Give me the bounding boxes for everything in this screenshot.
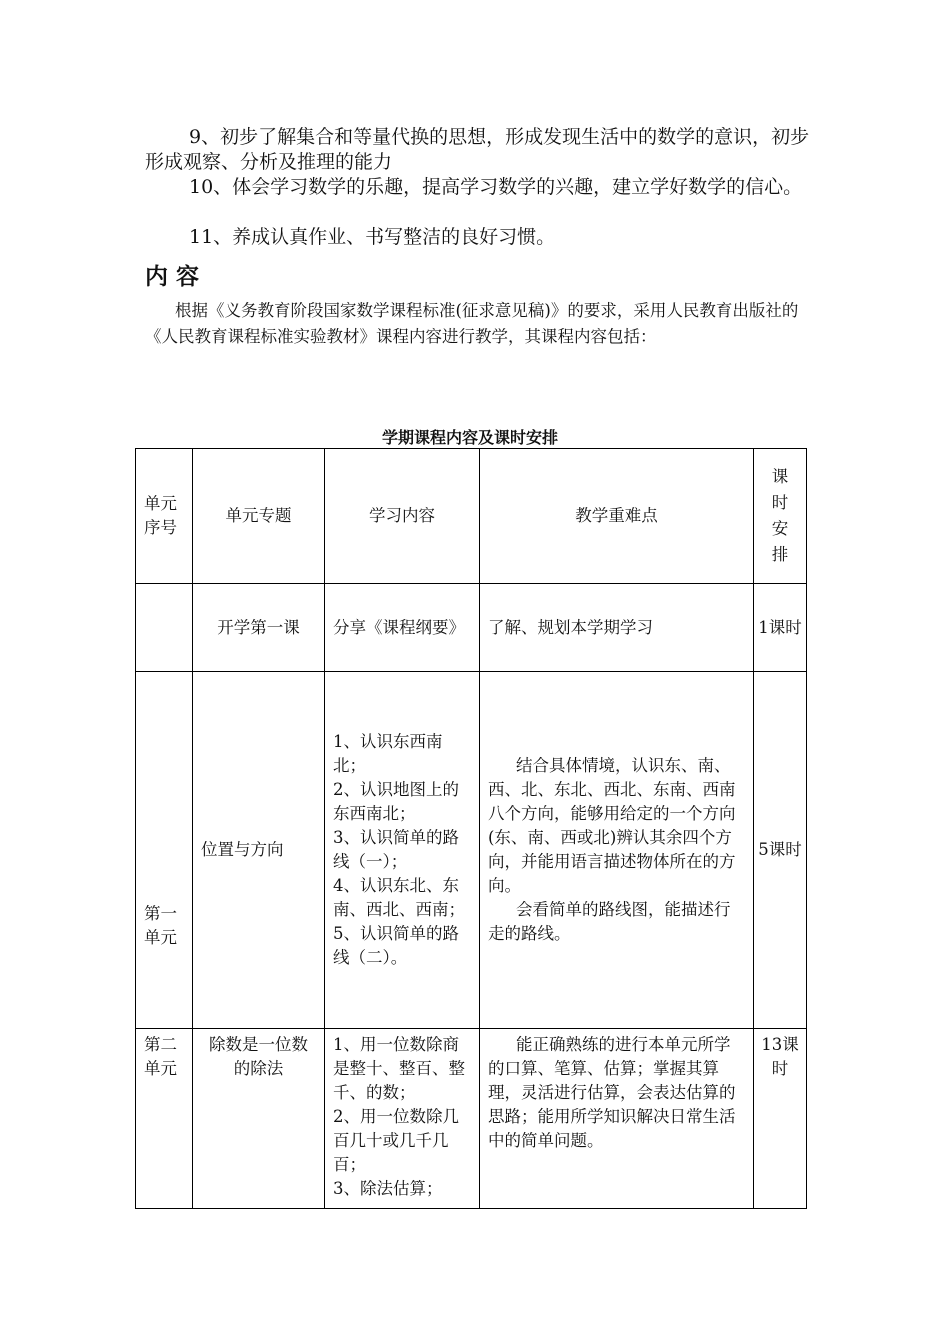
objective-10: 10、体会学习数学的乐趣，提高学习数学的兴趣，建立学好数学的信心。 xyxy=(189,176,803,198)
row-content: 分享《课程纲要》 xyxy=(325,584,480,672)
row-hours: 13课时 xyxy=(754,1029,807,1209)
table-header-row xyxy=(136,449,807,584)
row-topic: 开学第一课 xyxy=(193,584,325,672)
row-key-points: 能正确熟练的进行本单元所学的口算、笔算、估算；掌握其算理，灵活进行估算，会表达估算的思路；能用所学知识解决日常生活中的简单问题。 xyxy=(480,1029,754,1209)
table-title: 学期课程内容及课时安排 xyxy=(381,428,558,447)
row-hours: 5课时 xyxy=(754,672,807,1029)
row-topic: 除数是一位数的除法 xyxy=(193,1029,325,1209)
row-unit-no: 第二单元 xyxy=(136,1029,193,1209)
objective-11: 11、养成认真作业、书写整洁的良好习惯。 xyxy=(189,226,556,248)
key-points-paragraph: 结合具体情境，认识东、南、西、北、东北、西北、东南、西南八个方向，能够用给定的一个方向(东、南、西或北)辨认其余四个方向，并能用语言描述物体所在的方向。 xyxy=(488,756,736,895)
row-unit-no: 第一单元 xyxy=(136,672,193,1029)
row-key-points xyxy=(480,672,754,1029)
header-topic: 单元专题 xyxy=(193,449,325,584)
header-key-points: 教学重难点 xyxy=(480,449,754,584)
table-row xyxy=(136,584,807,672)
key-points-paragraph: 会看简单的路线图，能描述行走的路线。 xyxy=(488,900,731,943)
row-unit-no xyxy=(136,584,193,672)
course-schedule-table xyxy=(135,448,807,1209)
row-content: 1、认识东西南北； 2、认识地图上的东西南北； 3、认识简单的路线（一）； 4、认识东北、东南、西北、西南； 5、认识简单的路线（二）。 xyxy=(325,672,480,1029)
objective-9: 9、初步了解集合和等量代换的思想，形成发现生活中的数学的意识，初步形成观察、分析及推理的能力 xyxy=(145,126,810,173)
row-hours: 1课时 xyxy=(754,584,807,672)
row-key-points: 了解、规划本学期学习 xyxy=(480,584,754,672)
row-content: 1、用一位数除商是整十、整百、整千、的数； 2、用一位数除几百几十或几千几百； 3、除法估算； xyxy=(325,1029,480,1209)
section-heading: 内容 xyxy=(145,264,207,290)
header-content: 学习内容 xyxy=(325,449,480,584)
header-unit-no: 单元序号 xyxy=(136,449,193,584)
intro-paragraph: 根据《义务教育阶段国家数学课程标准(征求意见稿)》的要求，采用人民教育出版社的《人民教育课程标准实验教材》课程内容进行教学，其课程内容包括： xyxy=(145,301,799,346)
row-topic: 位置与方向 xyxy=(193,672,325,1029)
header-hours: 课时安排 xyxy=(754,449,807,584)
table-row xyxy=(136,672,807,1029)
table-row xyxy=(136,1029,807,1209)
